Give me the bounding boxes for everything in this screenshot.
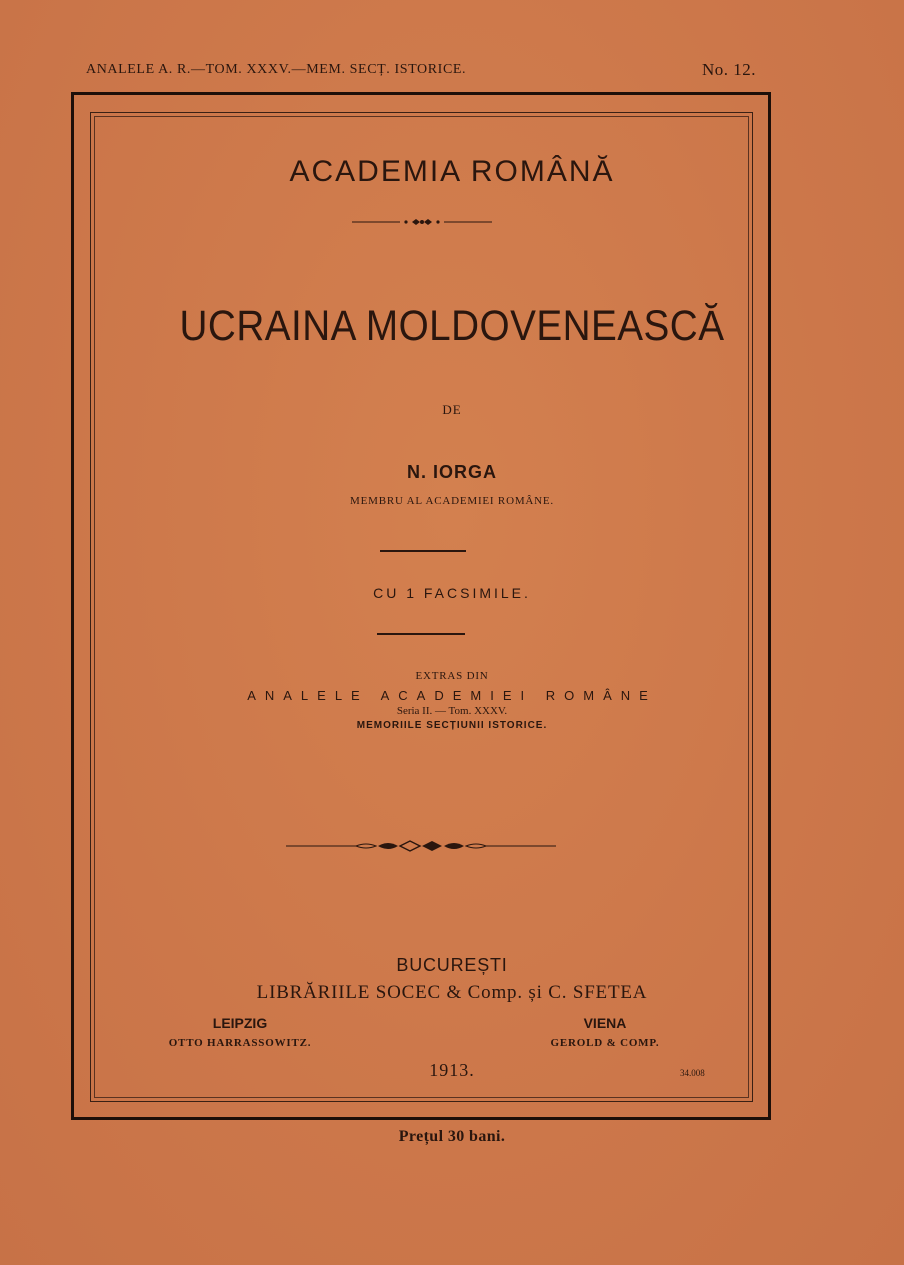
small-ornament-divider xyxy=(352,216,492,228)
section-name: MEMORIILE SECȚIUNII ISTORICE. xyxy=(356,720,548,731)
distributor-city-left: LEIPZIG xyxy=(212,1015,268,1031)
distributor-left: OTTO HARRASSOWITZ. xyxy=(168,1037,312,1049)
author-name: N. IORGA xyxy=(406,462,497,482)
price-label: Prețul 30 bani. xyxy=(398,1128,506,1145)
divider-rule xyxy=(380,550,466,552)
facsimile-note: CU 1 FACSIMILE. xyxy=(373,585,531,601)
extract-label: EXTRAS DIN xyxy=(415,670,489,682)
by-label: DE xyxy=(442,402,462,417)
book-title: UCRAINA MOLDOVENEASCĂ xyxy=(179,302,725,350)
series-header: ANALELE A. R.—TOM. XXXV.—MEM. SECȚ. ISTORICE. xyxy=(86,62,467,77)
journal-name: ANALELE ACADEMIEI ROMÂNE xyxy=(247,688,657,703)
large-ornament-divider xyxy=(286,838,556,854)
publication-year: 1913. xyxy=(429,1060,475,1080)
publication-city: BUCUREȘTI xyxy=(396,955,508,975)
distributor-right: GEROLD & COMP. xyxy=(550,1037,660,1049)
publisher-name: LIBRĂRIILE SOCEC & Comp. și C. SFETEA xyxy=(256,982,648,1003)
divider-rule xyxy=(377,633,465,635)
inner-border-double xyxy=(94,116,749,1098)
academy-name: ACADEMIA ROMÂNĂ xyxy=(289,155,615,188)
series-info: Seria II. — Tom. XXXV. xyxy=(396,705,508,717)
distributor-city-right: VIENA xyxy=(583,1015,627,1031)
issue-number: No. 12. xyxy=(701,60,756,79)
print-number: 34.008 xyxy=(680,1068,705,1078)
author-role: MEMBRU AL ACADEMIEI ROMÂNE. xyxy=(350,495,554,507)
